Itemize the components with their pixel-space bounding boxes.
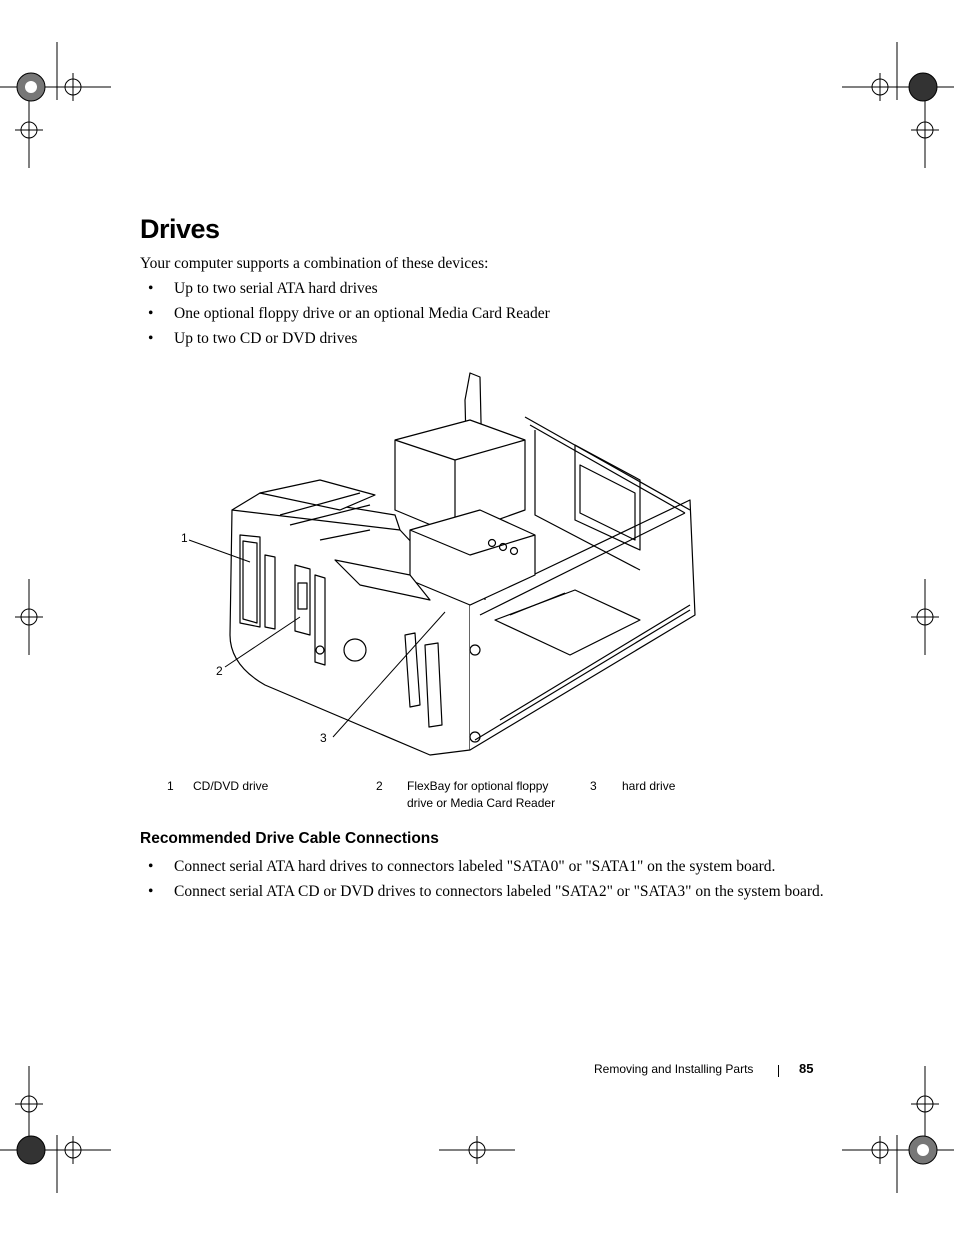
footer-section-title: Removing and Installing Parts — [594, 1062, 754, 1076]
callout-3: 3 — [320, 731, 327, 745]
list-item: • One optional floppy drive or an optional Media Card Reader — [140, 301, 550, 326]
page-number: 85 — [799, 1061, 814, 1076]
legend-num: 2 — [376, 779, 383, 793]
list-item: • Connect serial ATA hard drives to connectors labeled "SATA0" or "SATA1" on the system board. — [140, 854, 824, 879]
callout-1: 1 — [181, 531, 188, 545]
legend-text: hard drive — [622, 779, 676, 793]
list-item: • Connect serial ATA CD or DVD drives to connectors labeled "SATA2" or "SATA3" on the system board. — [140, 879, 824, 904]
legend-text: FlexBay for optional floppy drive or Media Card Reader — [407, 779, 556, 810]
section-heading: Recommended Drive Cable Connections — [140, 830, 439, 847]
computer-drives-illustration — [170, 365, 730, 770]
list-item: • Up to two serial ATA hard drives — [140, 276, 550, 301]
footer-separator — [778, 1065, 779, 1077]
connection-list — [140, 854, 824, 904]
page-title: Drives — [140, 214, 220, 244]
legend-text: CD/DVD drive — [193, 779, 269, 793]
device-list — [140, 276, 550, 351]
callout-2: 2 — [216, 664, 223, 678]
list-item: • Up to two CD or DVD drives — [140, 326, 550, 351]
intro-paragraph: Your computer supports a combination of these devices: — [140, 255, 489, 272]
legend-num: 3 — [590, 779, 597, 793]
legend-num: 1 — [167, 779, 174, 793]
